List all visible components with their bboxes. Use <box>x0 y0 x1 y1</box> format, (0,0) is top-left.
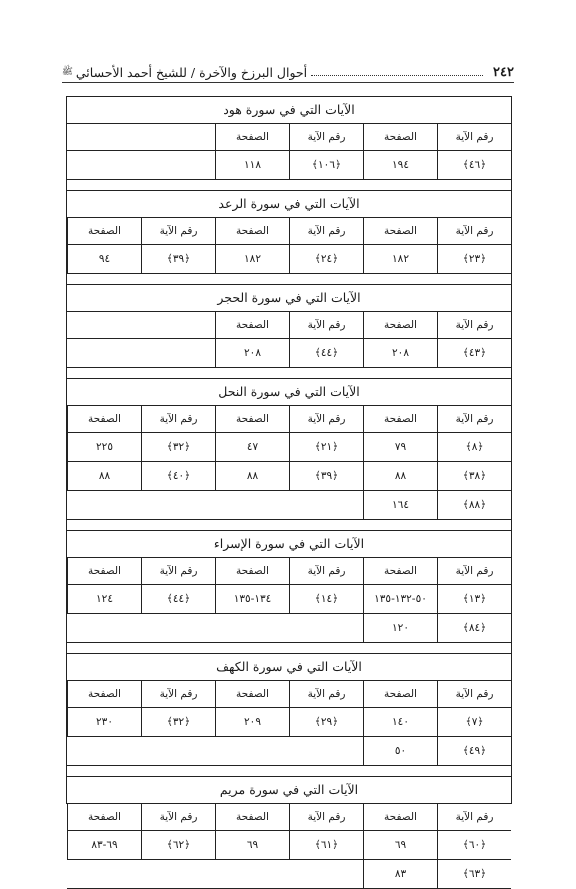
empty-space <box>67 312 215 338</box>
verse-number-cell: ﴿٤٩﴾ <box>437 737 511 765</box>
table-row <box>67 245 511 274</box>
page-number-cell: ١٨٢ <box>363 245 437 273</box>
page-number-cell: ٨٨ <box>215 462 289 490</box>
page-header-cell: الصفحة <box>215 312 289 338</box>
section-gap <box>67 520 511 531</box>
header-row <box>67 124 511 151</box>
verse-number-cell: ﴿١٠٦﴾ <box>289 151 363 179</box>
verse-number-header: رقم الآية <box>437 406 511 432</box>
empty-space <box>67 614 363 642</box>
page-number-cell: ١١٨ <box>215 151 289 179</box>
page-number-cell: ٦٩ <box>363 831 437 859</box>
page-header-cell: الصفحة <box>67 218 141 244</box>
page-number-cell: ٨٨ <box>67 462 141 490</box>
header-dots <box>311 75 483 76</box>
table-row <box>67 708 511 737</box>
page-header-cell: الصفحة <box>215 558 289 584</box>
table-row <box>67 491 511 520</box>
page-header-cell: الصفحة <box>215 406 289 432</box>
verse-number-header: رقم الآية <box>437 804 511 830</box>
verse-number-header: رقم الآية <box>141 804 215 830</box>
page-number-cell: ٢٢٥ <box>67 433 141 461</box>
header-row <box>67 681 511 708</box>
section-title: الآيات التي في سورة هود <box>67 97 511 124</box>
page-number-cell: ٨٣ <box>363 860 437 888</box>
empty-space <box>67 151 215 179</box>
verse-number-header: رقم الآية <box>437 218 511 244</box>
verse-number-cell: ﴿٢٣﴾ <box>437 245 511 273</box>
page-header-cell: الصفحة <box>363 804 437 830</box>
section-gap <box>67 368 511 379</box>
verse-number-cell: ﴿١٣﴾ <box>437 585 511 613</box>
verse-number-cell: ﴿٨٤﴾ <box>437 614 511 642</box>
verse-number-cell: ﴿٣٨﴾ <box>437 462 511 490</box>
page-number-cell: ٩٤ <box>67 245 141 273</box>
verse-number-header: رقم الآية <box>141 406 215 432</box>
section-title: الآيات التي في سورة الرعد <box>67 191 511 218</box>
verse-number-cell: ﴿٣٢﴾ <box>141 708 215 736</box>
empty-space <box>67 339 215 367</box>
section-gap <box>67 643 511 654</box>
page-header-cell: الصفحة <box>215 218 289 244</box>
empty-space <box>67 737 363 765</box>
page-header-cell: الصفحة <box>67 681 141 707</box>
table-row <box>67 737 511 766</box>
surah-section <box>67 531 511 654</box>
page-header-cell: الصفحة <box>363 406 437 432</box>
page-header-cell: الصفحة <box>363 681 437 707</box>
empty-space <box>67 491 363 519</box>
verse-number-cell: ﴿٤٦﴾ <box>437 151 511 179</box>
table-row <box>67 831 511 860</box>
verse-number-cell: ﴿٢٤﴾ <box>289 245 363 273</box>
surah-section <box>67 97 511 191</box>
header-row <box>67 312 511 339</box>
page-number: ٢٤٢ <box>493 64 514 80</box>
empty-space <box>67 860 363 888</box>
page-number-cell: ٧٩ <box>363 433 437 461</box>
page-header-cell: الصفحة <box>67 406 141 432</box>
section-title: الآيات التي في سورة الحجر <box>67 285 511 312</box>
page-header-cell: الصفحة <box>363 558 437 584</box>
page-number-cell: ١٤٠ <box>363 708 437 736</box>
verse-number-header: رقم الآية <box>141 218 215 244</box>
page-header-cell: الصفحة <box>215 681 289 707</box>
verse-number-header: رقم الآية <box>437 681 511 707</box>
verse-number-cell: ﴿٣٩﴾ <box>289 462 363 490</box>
verse-number-header: رقم الآية <box>289 681 363 707</box>
verse-number-cell: ﴿٦٠﴾ <box>437 831 511 859</box>
page-header-cell: الصفحة <box>215 804 289 830</box>
header-row <box>67 406 511 433</box>
verse-number-cell: ﴿٨٨﴾ <box>437 491 511 519</box>
table-row <box>67 433 511 462</box>
page-number-cell: ٢٣٠ <box>67 708 141 736</box>
header-row <box>67 804 511 831</box>
verse-number-header: رقم الآية <box>289 124 363 150</box>
page-header-cell: الصفحة <box>67 558 141 584</box>
verse-number-cell: ﴿٢٩﴾ <box>289 708 363 736</box>
page-number-cell: ٤٧ <box>215 433 289 461</box>
page-number-cell: ١٩٤ <box>363 151 437 179</box>
verse-number-cell: ﴿٧﴾ <box>437 708 511 736</box>
surah-section <box>67 777 511 889</box>
page-number-cell: ٥٠ <box>363 737 437 765</box>
running-title: أحوال البرزخ والآخرة / للشيخ أحمد الأحسائي <box>75 64 308 80</box>
page-number-cell: ٦٩ <box>215 831 289 859</box>
verse-number-header: رقم الآية <box>141 558 215 584</box>
page-number-cell: ٥٠-١٣٢-١٣٥ <box>363 585 437 613</box>
verse-number-header: رقم الآية <box>289 558 363 584</box>
table-row <box>67 151 511 180</box>
verse-number-cell: ﴿٤٤﴾ <box>141 585 215 613</box>
page-number-cell: ٢٠٨ <box>363 339 437 367</box>
verse-number-header: رقم الآية <box>289 218 363 244</box>
section-gap <box>67 180 511 191</box>
surah-section <box>67 654 511 777</box>
verse-number-header: رقم الآية <box>437 312 511 338</box>
page-number-cell: ١٣٤-١٣٥ <box>215 585 289 613</box>
page-number-cell: ٨٨ <box>363 462 437 490</box>
verse-number-cell: ﴿٤٤﴾ <box>289 339 363 367</box>
page-header-cell: الصفحة <box>363 218 437 244</box>
page-number-cell: ١٦٤ <box>363 491 437 519</box>
table-row <box>67 860 511 889</box>
page-number-cell: ١٨٢ <box>215 245 289 273</box>
verse-number-header: رقم الآية <box>289 406 363 432</box>
verse-number-cell: ﴿٣٩﴾ <box>141 245 215 273</box>
surah-section <box>67 191 511 285</box>
surah-section <box>67 379 511 531</box>
section-title: الآيات التي في سورة الكهف <box>67 654 511 681</box>
header-row <box>67 218 511 245</box>
table-row <box>67 339 511 368</box>
verse-number-header: رقم الآية <box>289 312 363 338</box>
surah-section <box>67 285 511 379</box>
section-title: الآيات التي في سورة مريم <box>67 777 511 804</box>
page-header-cell: الصفحة <box>215 124 289 150</box>
verse-number-cell: ﴿٤٣﴾ <box>437 339 511 367</box>
verse-number-header: رقم الآية <box>437 124 511 150</box>
verse-number-cell: ﴿٤٠﴾ <box>141 462 215 490</box>
verse-number-cell: ﴿٣٢﴾ <box>141 433 215 461</box>
verse-number-cell: ﴿٦٢﴾ <box>141 831 215 859</box>
verse-number-cell: ﴿٢١﴾ <box>289 433 363 461</box>
page-header-cell: الصفحة <box>363 312 437 338</box>
page-header-cell: الصفحة <box>363 124 437 150</box>
section-title: الآيات التي في سورة النحل <box>67 379 511 406</box>
page-number-cell: ١٢٠ <box>363 614 437 642</box>
empty-space <box>67 124 215 150</box>
verse-number-header: رقم الآية <box>289 804 363 830</box>
table-row <box>67 462 511 491</box>
honorific-glyph: ﷺ <box>62 67 73 77</box>
page-header-cell: الصفحة <box>67 804 141 830</box>
verse-number-cell: ﴿٨﴾ <box>437 433 511 461</box>
verse-number-cell: ﴿٦٣﴾ <box>437 860 511 888</box>
section-gap <box>67 766 511 777</box>
page-number-cell: ٢٠٩ <box>215 708 289 736</box>
page-number-cell: ٦٩-٨٣ <box>67 831 141 859</box>
section-title: الآيات التي في سورة الإسراء <box>67 531 511 558</box>
index-table <box>66 96 512 880</box>
verse-number-header: رقم الآية <box>141 681 215 707</box>
page-number-cell: ١٢٤ <box>67 585 141 613</box>
table-row <box>67 614 511 643</box>
section-gap <box>67 274 511 285</box>
page-header <box>62 62 514 83</box>
page-number-cell: ٢٠٨ <box>215 339 289 367</box>
verse-number-header: رقم الآية <box>437 558 511 584</box>
verse-number-cell: ﴿١٤﴾ <box>289 585 363 613</box>
verse-number-cell: ﴿٦١﴾ <box>289 831 363 859</box>
table-row <box>67 585 511 614</box>
header-row <box>67 558 511 585</box>
